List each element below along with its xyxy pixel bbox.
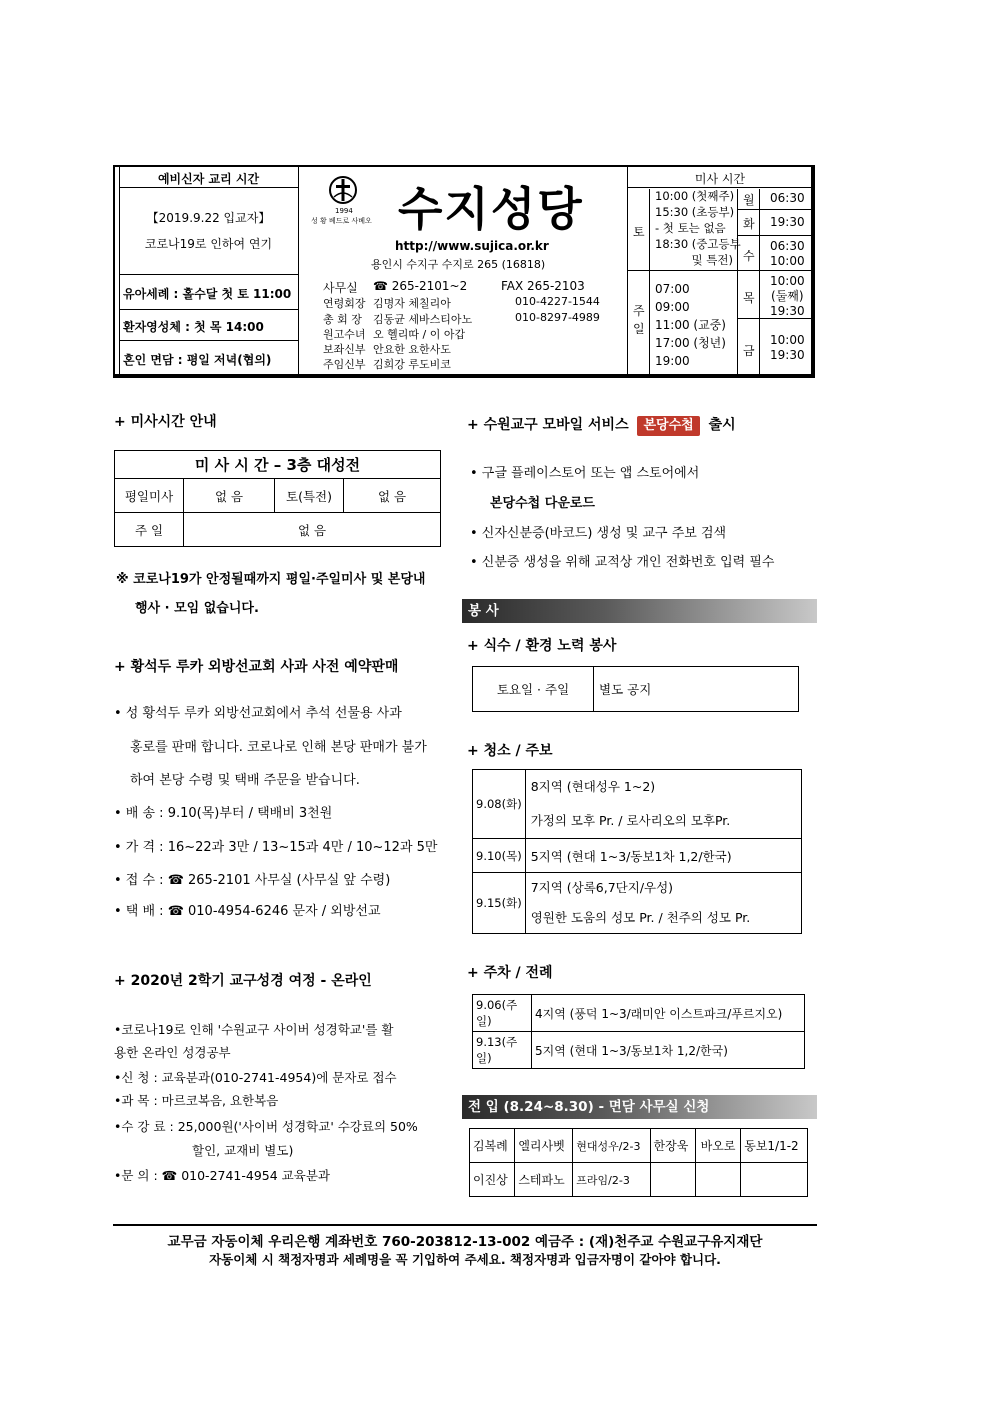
weekday-time: 10:00 (둘째) 19:30 <box>770 274 805 318</box>
staff-name: 김희강 루도비코 <box>373 358 451 371</box>
cleaning-assignment <box>525 873 801 934</box>
mobile-line: • 신자신분증(바코드) 생성 및 교구 주보 검색 <box>470 526 727 541</box>
transfer-cell: 김복례 <box>470 1129 515 1163</box>
weekday-label: 목 <box>743 291 755 305</box>
sunday-time: 09:00 <box>655 300 690 314</box>
saturday-label: 토 <box>633 225 645 239</box>
footer-divider <box>113 1224 817 1226</box>
sunday-label: 주일 <box>633 304 645 336</box>
bible-course-line: •신 청 : 교육분과(010-2741-4954)에 문자로 접수 <box>114 1070 397 1085</box>
mobile-line: • 신분증 생성을 위해 교적상 개인 전화번호 입력 필수 <box>470 555 775 570</box>
mobile-service-title <box>467 414 736 436</box>
cleaning-date: 9.10(목) <box>473 839 526 873</box>
staff-role: 연령회장 <box>323 297 366 310</box>
saturday-time: - 첫 토는 없음 <box>655 221 726 235</box>
divider <box>298 167 299 374</box>
sunday-mass-value: 없 음 <box>184 513 441 547</box>
anointing-info: 환자영성체 : 첫 목 14:00 <box>123 320 264 334</box>
saturday-times <box>655 188 741 268</box>
saturday-time: 10:00 (첫째주) <box>655 189 735 203</box>
apple-sale-line: 홍로를 판매 합니다. 코로나로 인해 본당 판매가 불가 <box>130 740 427 755</box>
apple-sale-line: • 배 송 : 9.10(목)부터 / 택배비 3천원 <box>114 806 333 821</box>
weekday-label: 수 <box>743 249 755 263</box>
meal-service-day: 토요일 · 주일 <box>473 667 594 712</box>
staff-name: 김동균 세바스티아노 <box>373 313 473 326</box>
divider <box>119 340 298 341</box>
transfer-cell: 프라임/2-3 <box>573 1163 650 1197</box>
covid-note: 행사 · 모임 없습니다. <box>135 601 259 616</box>
parking-title: + 주차 / 전례 <box>467 965 553 981</box>
weekday-time: 06:30 <box>770 191 805 205</box>
weekday-time: 19:30 <box>770 215 805 229</box>
tithe-auto-transfer: 교무금 자동이체 우리은행 계좌번호 760-203812-13-002 예금주 : (재)천주교 수원교구유지재단 <box>167 1234 763 1250</box>
cleaning-line: 영원한 도움의 성모 Pr. / 천주의 성모 Pr. <box>530 910 751 925</box>
parking-assignment: 5지역 (현대 1~3/동보1차 1,2/한국) <box>532 1032 805 1069</box>
transfer-table <box>469 1128 808 1197</box>
transfer-cell <box>741 1163 808 1197</box>
bible-course-line: 할인, 교재비 별도) <box>192 1143 294 1158</box>
parking-table <box>472 994 805 1069</box>
apple-sale-line: • 택 배 : ☎ 010-4954-6246 문자 / 외방선교 <box>114 904 381 919</box>
divider <box>119 274 298 275</box>
cleaning-title: + 청소 / 주보 <box>467 743 553 759</box>
divider <box>627 270 813 271</box>
cleaning-line: 8지역 (현대성우 1~2) <box>530 779 656 794</box>
weekday-label: 화 <box>743 217 755 231</box>
divider <box>759 189 760 374</box>
marriage-info: 혼인 면담 : 평일 저녁(협의) <box>123 353 272 367</box>
parking-date: 9.13(주일) <box>473 1032 532 1069</box>
website-link[interactable]: http://www.sujica.or.kr <box>395 239 549 253</box>
transfer-cell <box>695 1163 740 1197</box>
parking-date: 9.06(주일) <box>473 995 532 1032</box>
parking-assignment: 4지역 (풍덕 1~3/래미안 이스트파크/푸르지오) <box>532 995 805 1032</box>
saturday-mass-value: 없 음 <box>344 479 441 513</box>
parish-address: 용인시 수지구 수지로 265 (16818) <box>371 258 546 271</box>
transfer-cell: 바오로 <box>695 1129 740 1163</box>
staff-role: 총 회 장 <box>323 313 362 326</box>
sunday-mass-label: 주 일 <box>115 513 184 547</box>
transfer-cell: 엘리사벳 <box>515 1129 573 1163</box>
bible-course-line: 용한 온라인 성경공부 <box>114 1045 231 1060</box>
apple-sale-line: • 가 격 : 16~22과 3만 / 13~15과 4만 / 10~12과 5만 <box>114 840 438 855</box>
bible-course-line: •코로나19로 인해 '수원교구 사이버 성경학교'를 활 <box>114 1022 394 1037</box>
cleaning-date: 9.15(화) <box>473 873 526 934</box>
bible-course-line: •수 강 료 : 25,000원('사이버 성경학교' 수강료의 50% <box>114 1119 418 1134</box>
baptism-info: 유아세례 : 홀수달 첫 토 11:00 <box>123 287 292 301</box>
meal-service-note: 별도 공지 <box>594 667 799 712</box>
weekday-label: 금 <box>743 344 755 358</box>
divider <box>737 235 813 236</box>
weekday-mass-label: 평일미사 <box>115 479 184 513</box>
office-phone: ☎ 265-2101~2 <box>373 279 468 293</box>
weekday-label: 월 <box>743 193 755 207</box>
logo-year: 1994 <box>335 207 353 215</box>
staff-name: 오 헬리따 / 이 아갑 <box>373 328 466 341</box>
saturday-time: 18:30 (중고등부 <box>655 237 741 251</box>
weekday-time: 06:30 10:00 <box>770 239 805 268</box>
bulletin-header <box>113 165 815 378</box>
sunday-times <box>655 280 726 370</box>
divider <box>119 187 298 188</box>
mobile-title-text: + 수원교구 모바일 서비스 <box>467 417 629 433</box>
parish-name: 수지성당 <box>398 182 584 236</box>
sunday-time: 07:00 <box>655 282 690 296</box>
bondang-app-badge: 본당수첩 <box>637 416 699 436</box>
staff-name: 김명자 체칠리아 <box>373 297 451 310</box>
bible-course-line: •문 의 : ☎ 010-2741-4954 교육분과 <box>114 1168 330 1183</box>
staff-role: 원고수녀 <box>323 328 366 341</box>
transfer-cell: 현대성우/2-3 <box>573 1129 650 1163</box>
transfer-cell: 한장욱 <box>650 1129 695 1163</box>
meal-service-table <box>472 666 799 712</box>
bible-course-title: + 2020년 2학기 교구성경 여정 - 온라인 <box>114 973 372 989</box>
transfer-section-bar: 전 입 (8.24~8.30) - 면담 사무실 신청 <box>462 1095 817 1119</box>
transfer-cell: 동보1/1-2 <box>741 1129 808 1163</box>
transfer-cell: 이진상 <box>470 1163 515 1197</box>
catechumen-title: 예비신자 교리 시간 <box>157 172 260 186</box>
parish-logo-icon <box>328 175 358 207</box>
divider <box>119 309 298 310</box>
cleaning-date: 9.08(화) <box>473 770 526 839</box>
cleaning-table <box>472 769 802 934</box>
sunday-time: 11:00 (교중) <box>655 318 726 332</box>
saturday-time: 15:30 (초등부) <box>655 205 735 219</box>
apple-sale-line: 하여 본당 수령 및 택배 주문을 받습니다. <box>130 773 360 788</box>
bible-course-line: •과 목 : 마르코복음, 요한복음 <box>114 1093 279 1108</box>
cleaning-line: 가정의 모후 Pr. / 로사리오의 모후Pr. <box>530 813 731 828</box>
mass-table-title: 미 사 시 간 – 3층 대성전 <box>115 451 441 479</box>
cleaning-assignment <box>525 770 801 839</box>
mass-time-table <box>114 450 441 547</box>
saturday-time: 및 특전) <box>691 253 733 267</box>
mobile-line: 본당수첩 다운로드 <box>490 496 595 511</box>
staff-role: 보좌신부 <box>323 343 366 356</box>
mobile-line: • 구글 플레이스토어 또는 앱 스토어에서 <box>470 466 700 481</box>
divider <box>119 167 120 374</box>
saturday-mass-label: 토(특전) <box>275 479 344 513</box>
staff-phone: 010-4227-1544 <box>515 295 600 308</box>
staff-role: 주임신부 <box>323 358 366 371</box>
apple-sale-line: • 성 황석두 루카 외방선교회에서 추석 선물용 사과 <box>114 706 402 721</box>
sunday-time: 17:00 (청년) <box>655 336 726 350</box>
cleaning-line: 7지역 (상록6,7단지/우성) <box>530 880 674 895</box>
weekday-mass-value: 없 음 <box>184 479 275 513</box>
mobile-title-text: 출시 <box>708 417 736 433</box>
mass-time-title: 미사 시간 <box>694 172 746 186</box>
office-label: 사무실 <box>323 281 358 295</box>
divider <box>737 209 813 210</box>
weekday-time: 10:00 19:30 <box>770 333 805 362</box>
fax-number: FAX 265-2103 <box>501 279 585 293</box>
covid-note: ※ 코로나19가 안정될때까지 평일·주일미사 및 본당내 <box>116 572 426 587</box>
tithe-note: 자동이체 시 책정자명과 세례명을 꼭 기입하여 주세요. 책정자명과 입금자명이 같아야 합니다. <box>209 1252 721 1267</box>
transfer-cell: 스테파노 <box>515 1163 573 1197</box>
divider <box>649 189 650 374</box>
cleaning-line: 5지역 (현대 1~3/동보1차 1,2/한국) <box>525 839 801 873</box>
mass-guide-title: + 미사시간 안내 <box>114 414 217 430</box>
logo-caption: 성 황 베드로 사베오 <box>311 217 372 225</box>
sunday-time: 19:00 <box>655 354 690 368</box>
meal-service-title: + 식수 / 환경 노력 봉사 <box>467 638 617 654</box>
staff-name: 안요한 요한사도 <box>373 343 451 356</box>
apple-sale-title: + 황석두 루카 외방선교회 사과 사전 예약판매 <box>114 659 399 675</box>
service-section-bar: 봉 사 <box>462 599 817 623</box>
catechumen-note: 코로나19로 인하여 연기 <box>144 237 273 251</box>
catechumen-date: 【2019.9.22 입교자】 <box>146 211 271 225</box>
staff-phone: 010-8297-4989 <box>515 311 600 324</box>
transfer-cell <box>650 1163 695 1197</box>
apple-sale-line: • 접 수 : ☎ 265-2101 사무실 (사무실 앞 수령) <box>114 873 391 888</box>
